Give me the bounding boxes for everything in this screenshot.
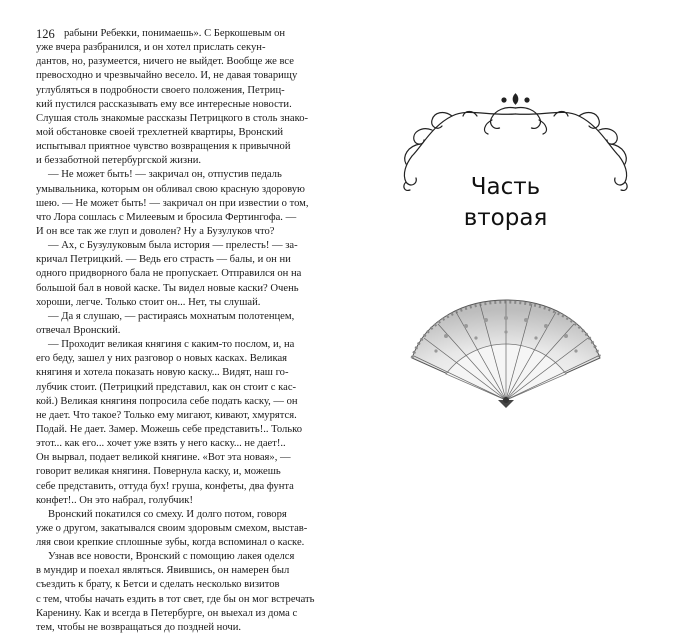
text-line: — Да я слушаю, — растираясь мохнатым полотенцем, (48, 310, 295, 322)
text-line: дантов, но, разумеется, ничего не выйдет. Вообще же все (36, 56, 294, 68)
text-line: и беззаботной петербургской жизни. (36, 155, 202, 167)
text-line: И он все так же глуп и доволен? Ну а Бузулуков что? (36, 225, 275, 237)
text-line: углубляться в подробности своего положения, Петриц- (36, 84, 285, 96)
text-line: этот... как его... хочет уже взять у него каску... не дает!.. (36, 438, 286, 450)
text-line: Он вырвал, подает великой княгине. «Вот эта новая», — (36, 452, 291, 464)
text-line: Слушая столь знакомые рассказы Петрицкого в столь знако- (36, 112, 309, 124)
text-line: одного придворного бала не пропускает. Отправился он на (36, 268, 302, 280)
text-line: конфет!.. Он это набрал, голубчик! (36, 494, 193, 506)
text-line: его беду, зашел у них разговор о новых касках. Великая (36, 353, 288, 365)
text-line: тем, чтобы не возвращаться до поздней ночи. (36, 621, 242, 633)
body-text (36, 27, 315, 635)
text-line: себе представить, оттуда бух! груша, конфеты, два фунта (36, 480, 294, 492)
text-line: хороши, легче. Только стоит он... Нет, ты слушай. (36, 296, 261, 308)
text-line: мой обстановке своей трехлетней квартиры, Вронский (36, 126, 284, 138)
text-line: кой.) Великая княгиня попросила себе подать каску, — он (36, 395, 298, 407)
text-line: — Проходит великая княгиня с каким-то послом, и, на (48, 339, 295, 351)
text-line: не дает. Что такое? Только ему мигают, кивают, хмурятся. (36, 409, 297, 421)
text-line: рабыни Ребекки, понимаешь». С Беркошевым он (64, 28, 286, 39)
text-line: Узнав все новости, Вронский с помощию лакея оделся (48, 551, 295, 563)
text-line: Каренину. Как и всегда в Петербурге, он выехал из дома с (36, 607, 298, 619)
text-line: кричал Петрицкий. — Ведь его страсть — балы, и он ни (36, 254, 291, 266)
hand-fan-icon (406, 296, 606, 408)
text-line: превосходно и чрезвычайно весело. И, не давая товарищу (36, 70, 298, 82)
text-line: Подай. Не дает. Замер. Можешь себе представить!.. Только (36, 423, 303, 435)
page-number: 126 (36, 27, 55, 41)
text-line: с тем, чтобы начать ездить в тот свет, где бы он мог встречать (36, 593, 315, 605)
text-line: уже вчера разбранился, и он хотел прислать секун- (36, 42, 266, 54)
text-line: уже о другом, закатывался своим здоровым смехом, выстав- (36, 522, 308, 534)
left-page (0, 0, 337, 633)
text-line: кий пустился рассказывать ему все интересные новости. (36, 98, 292, 110)
text-line: ляя свои крепкие сплошные зубы, когда вспоминал о каске. (36, 537, 305, 549)
text-line: отвечал Вронский. (36, 324, 121, 336)
text-line: шею. — Не может быть! — закричал он при известии о том, (36, 197, 309, 209)
text-line: в мундир и поехал являться. Явившись, он намерен был (36, 565, 290, 577)
text-line: — Не может быть! — закричал он, отпустив педаль (48, 169, 282, 181)
text-line: съездить к брату, к Бетси и сделать несколько визитов (36, 579, 280, 591)
right-page (337, 0, 674, 528)
text-line: говорит великая княгиня. Повернула каску, и, можешь (36, 466, 281, 478)
text-line: большой бал в новой каске. Ты видел новые каски? Очень (36, 282, 299, 294)
text-line: умывальника, которым он обливал свою красную здоровую (36, 183, 305, 195)
text-line: княгиня и хотела показать новую каску... Видят, наш го- (36, 367, 289, 379)
text-line: что Лора сошлась с Милеевым и бросила Фертингофа. — (36, 211, 297, 223)
text-line: — Ах, с Бузулуковым была история — прелесть! — за- (48, 240, 298, 252)
text-line: испытывал приятное чувство возвращения к привычной (36, 141, 291, 153)
part-title-line1: Часть (470, 174, 541, 200)
part-title-line2: вторая (463, 205, 548, 231)
text-line: лубчик стоит. (Петрицкий представил, как он стоит с кас- (36, 381, 297, 393)
text-line: Вронский покатился со смеху. И долго потом, говоря (48, 508, 287, 520)
